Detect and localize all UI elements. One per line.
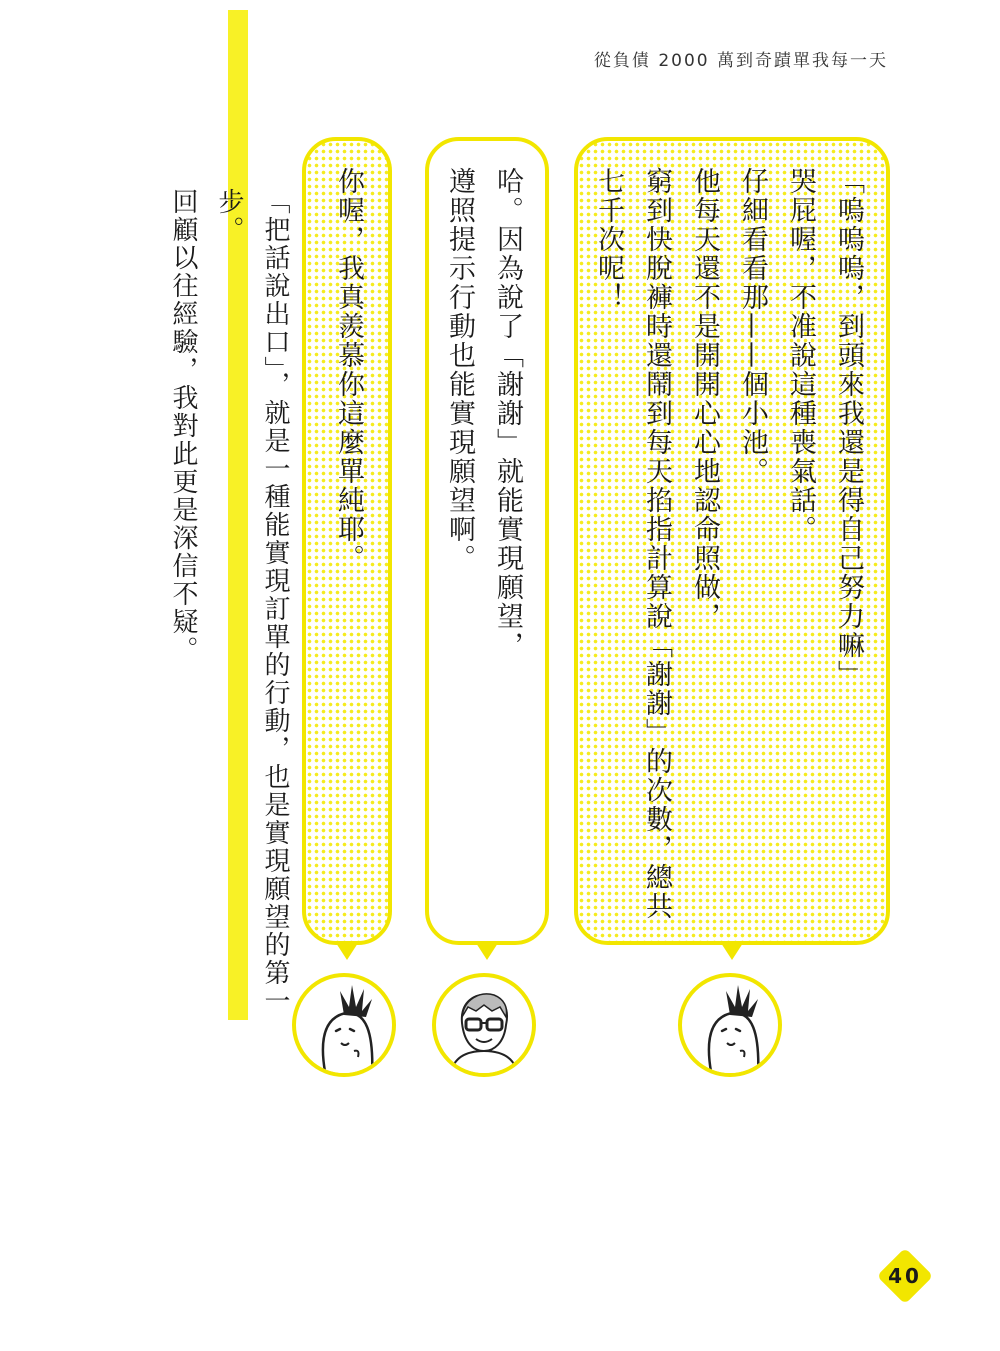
running-title: 從負債 2000 萬到奇蹟單我每一天 <box>593 51 888 71</box>
bubble-2-text <box>435 167 531 927</box>
character-avatar-right <box>678 973 782 1077</box>
narration-line-1: 「把話說出口」，就是一種能實現訂單的行動，也是實現願望的第一步。 <box>214 188 290 1015</box>
bubble-2-tail <box>476 943 498 960</box>
narration-line-2: 回顧以往經驗，我對此更是深信不疑。 <box>168 188 198 664</box>
speech-bubble-1 <box>574 137 890 945</box>
bubble-1-line: 他每天還不是開開心心地認命照做， <box>689 167 720 631</box>
bubble-1-line: 「嗚嗚嗚，到頭來我還是得自己努力嘛」 <box>833 167 864 689</box>
bubble-1-tail <box>721 943 743 960</box>
bubble-1-line: 哭屁喔，不准說這種喪氣話。 <box>785 167 816 544</box>
bubble-3-text <box>324 167 372 927</box>
bubble-3-line: 你喔，我真羨慕你這麼單純耶。 <box>333 167 364 573</box>
bubble-1-line: 窮到快脫褲時還鬧到每天掐指計算說「謝謝」的次數，總共 <box>641 167 672 921</box>
narration-text <box>160 188 298 1028</box>
bubble-1-text <box>584 167 872 927</box>
page-number-badge <box>876 1247 934 1305</box>
speech-bubble-3 <box>302 137 392 945</box>
character-avatar-left <box>292 973 396 1077</box>
bubble-1-line: 七千次呢！ <box>593 167 624 312</box>
bubble-2-line: 哈。因為說了「謝謝」就能實現願望， <box>492 167 523 660</box>
page-number: 40 <box>888 1264 922 1288</box>
bubble-2-line: 遵照提示行動也能實現願望啊。 <box>444 167 475 573</box>
bubble-1-line: 仔細看看那——個小池。 <box>737 167 768 486</box>
speech-bubble-2 <box>425 137 549 945</box>
character-avatar-middle <box>432 973 536 1077</box>
bubble-3-tail <box>336 943 358 960</box>
